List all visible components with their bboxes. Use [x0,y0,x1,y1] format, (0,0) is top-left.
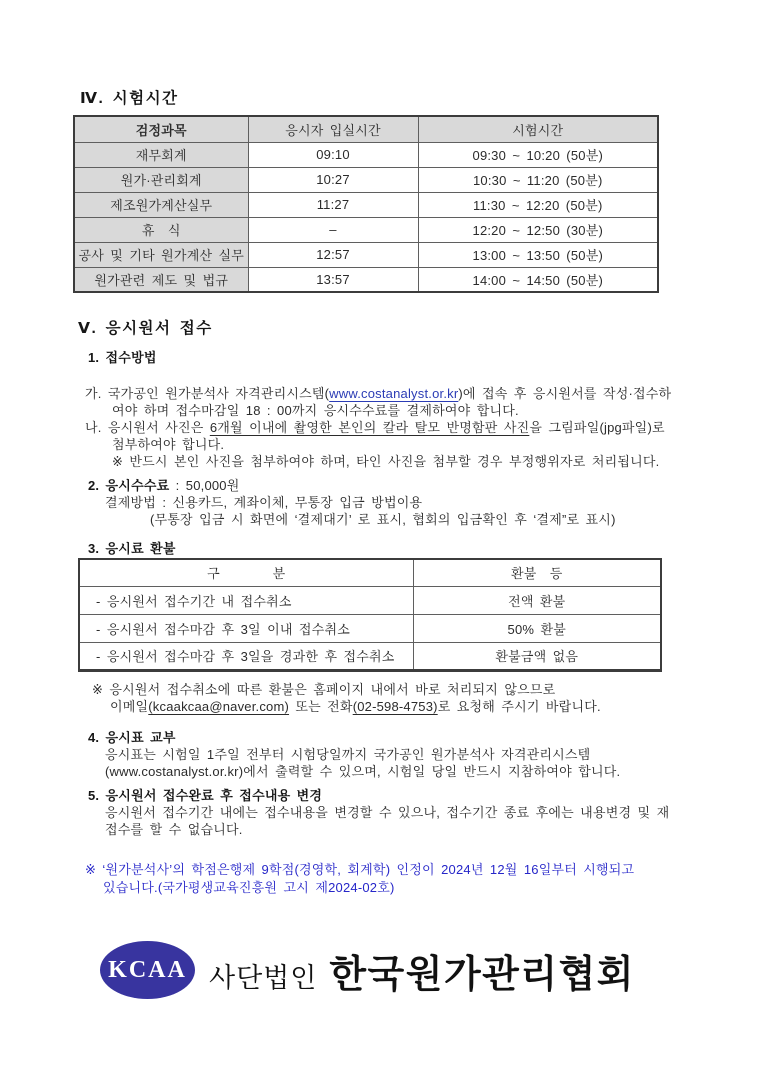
refund-table [78,558,662,672]
table-cell: – [248,217,418,242]
costanalyst-link[interactable]: www.costanalyst.or.kr [329,386,459,401]
refund-table-header-row [79,559,661,586]
table-row [79,642,661,670]
table-row [74,267,658,292]
table-cell: 10:27 [248,167,418,192]
table-row [74,217,658,242]
admission-ticket-line1: 응시표는 시험일 1주일 전부터 시험당일까지 국가공인 원가분석사 자격관리시스템 [105,747,591,762]
table-cell: 11:27 [248,192,418,217]
table-row [79,614,661,642]
table-cell: - 응시원서 접수마감 후 3일을 경과한 후 접수취소 [79,642,413,670]
contact-email[interactable]: (kcaakcaa@naver.com) [148,699,290,714]
apply-method-heading: 1. 접수방법 [88,350,157,365]
table-cell: 휴 식 [74,217,248,242]
table-cell: 14:00 ~ 14:50 (50분) [418,267,658,292]
change-after-submit-heading: 5. 응시원서 접수완료 후 접수내용 변경 [88,788,323,803]
ga-text-post: )에 접속 후 응시원서를 작성·접수하 [458,386,672,401]
credit-bank-footnote [85,861,634,897]
table-cell: 50% 환불 [413,614,661,642]
section-exam-title: Ⅳ. 시험시간 [80,90,179,107]
admission-ticket-block [88,729,620,780]
table-header-cell: 시험시간 [418,116,658,142]
table-cell: 13:57 [248,267,418,292]
refund-note-post: 로 요청해 주시기 바랍니다. [437,699,601,714]
table-cell: 재무회계 [74,142,248,167]
change-note-line1: 응시원서 접수기간 내에는 접수내용을 변경할 수 있으나, 접수기간 종료 후에는 내용변경 및 재 [105,805,670,820]
table-cell: 제조원가계산실무 [74,192,248,217]
fee-heading: 2. 응시수수료 [88,478,170,493]
admission-ticket-line2: (www.costanalyst.or.kr)에서 출력할 수 있으며, 시험일 당일 반드시 지참하여야 합니다. [105,764,621,779]
refund-heading: 3. 응시료 환불 [88,541,176,556]
table-cell: - 응시원서 접수기간 내 접수취소 [79,586,413,614]
refund-note-pre: 이메일 [110,699,149,714]
exam-schedule-table [73,115,659,293]
section-apply-title: Ⅴ. 응시원서 접수 [78,320,213,337]
table-cell: 원가·관리회계 [74,167,248,192]
table-row [79,586,661,614]
kcaa-acronym: KCAA [108,956,187,983]
fee-amount: : 50,000원 [169,478,240,493]
table-cell: 원가관련 제도 및 법규 [74,267,248,292]
photo-warning-note: ※ 반드시 본인 사진을 첨부하여야 하며, 타인 사진을 첨부할 경우 부정행위자로 처리됩니다. [112,454,660,469]
fee-block [88,477,616,528]
na-text-line2: 첨부하여야 합니다. [112,437,225,452]
ga-text-pre: 가. 국가공인 원가분석사 자격관리시스템( [85,386,330,401]
change-after-submit-block [88,787,669,838]
table-row [74,192,658,217]
apply-method-item-ga [85,385,671,419]
table-cell: 10:30 ~ 11:20 (50분) [418,167,658,192]
refund-contact-note [92,681,601,715]
kcaa-logo [100,941,635,999]
table-header-cell: 검정과목 [74,116,248,142]
table-row [74,142,658,167]
table-cell: 공사 및 기타 원가계산 실무 [74,242,248,267]
table-cell: 09:30 ~ 10:20 (50분) [418,142,658,167]
table-header-cell: 구 분 [79,559,413,586]
contact-phone[interactable]: (02-598-4753) [352,699,438,714]
table-cell: 12:57 [248,242,418,267]
footnote-line2: 있습니다.(국가평생교육진흥원 고시 제2024-02호) [103,880,395,895]
table-cell: 12:20 ~ 12:50 (30분) [418,217,658,242]
table-cell: - 응시원서 접수마감 후 3일 이내 접수취소 [79,614,413,642]
table-header-cell: 응시자 입실시간 [248,116,418,142]
org-name-label: 한국원가관리협회 [329,953,635,996]
payment-status-note: (무통장 입금 시 화면에 ‘결제대기’ 로 표시, 협회의 입금확인 후 ‘결제”로 표시) [150,512,616,527]
table-cell: 09:10 [248,142,418,167]
footnote-line1: ※ ‘원가분석사’의 학점은행제 9학점(경영학, 회계학) 인정이 2024년 12월 16일부터 시행되고 [85,862,635,877]
table-header-cell: 환불 등 [413,559,661,586]
table-cell: 13:00 ~ 13:50 (50분) [418,242,658,267]
table-cell: 전액 환불 [413,586,661,614]
apply-method-item-na [85,419,665,453]
table-row [74,167,658,192]
ga-text-line2: 여야 하며 접수마감일 18 : 00까지 응시수수료를 결제하여야 합니다. [112,403,519,418]
change-note-line2: 접수를 할 수 없습니다. [105,822,243,837]
table-row [74,242,658,267]
table-cell: 환불금액 없음 [413,642,661,670]
org-type-label: 사단법인 [209,962,318,993]
admission-ticket-heading: 4. 응시표 교부 [88,730,176,745]
refund-note-line1: ※ 응시원서 접수취소에 따른 환불은 홈페이지 내에서 바로 처리되지 않으므로 [92,682,556,697]
table-cell: 11:30 ~ 12:20 (50분) [418,192,658,217]
photo-requirement-underline: 6개월 이내에 촬영한 본인의 칼라 탈모 반명함판 사진 [209,420,530,435]
na-text-post: 을 그림파일(jpg파일)로 [529,420,665,435]
refund-note-mid: 또는 전화 [289,699,353,714]
kcaa-logo-oval-icon [100,941,195,999]
na-text-pre: 나. 응시원서 사진은 [85,420,210,435]
payment-methods: 결제방법 : 신용카드, 계좌이체, 무통장 입금 방법이용 [105,495,423,510]
exam-table-header-row [74,116,658,142]
